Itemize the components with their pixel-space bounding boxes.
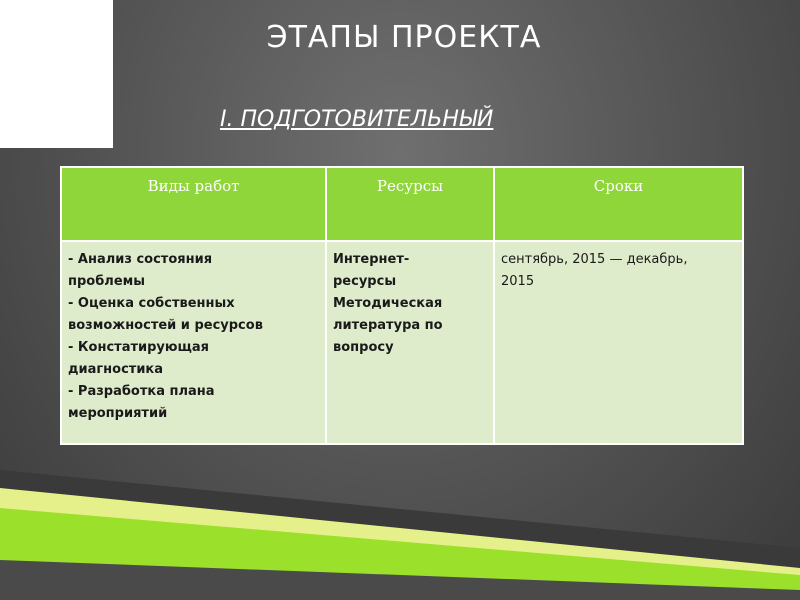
stripe-dark	[0, 470, 800, 600]
cell-line: - Анализ состояния	[68, 252, 213, 267]
cell-line: ресурсы	[333, 274, 397, 289]
cell-line: вопросу	[333, 340, 394, 355]
cell-line: мероприятий	[68, 406, 168, 421]
cell-line: возможностей и ресурсов	[68, 318, 263, 333]
stripe-yellow	[0, 488, 800, 600]
stages-table	[60, 166, 744, 445]
cell-line: Интернет-	[333, 252, 410, 267]
header-deadlines: Сроки	[494, 167, 743, 241]
cell-line: проблемы	[68, 274, 146, 289]
stripe-green	[0, 508, 800, 600]
cell-resources	[326, 241, 494, 444]
table-row	[61, 241, 743, 444]
slide-subtitle: I. ПОДГОТОВИТЕЛЬНЫЙ	[220, 107, 494, 132]
cell-line: 2015	[501, 274, 535, 289]
cell-line: диагностика	[68, 362, 164, 377]
cell-line: - Констатирующая	[68, 340, 210, 355]
cell-line: - Оценка собственных	[68, 296, 235, 311]
cell-line: сентябрь, 2015 — декабрь,	[501, 252, 688, 267]
cell-deadlines	[494, 241, 743, 444]
header-work-types: Виды работ	[61, 167, 326, 241]
cell-work-types	[61, 241, 326, 444]
slide-title: ЭТАПЫ ПРОЕКТА	[266, 20, 542, 55]
cell-line: - Разработка плана	[68, 384, 215, 399]
table-header-row	[61, 167, 743, 241]
cell-line: литература по	[333, 318, 443, 333]
stripe-dark-bottom	[0, 560, 800, 600]
header-resources: Ресурсы	[326, 167, 494, 241]
cell-line: Методическая	[333, 296, 443, 311]
